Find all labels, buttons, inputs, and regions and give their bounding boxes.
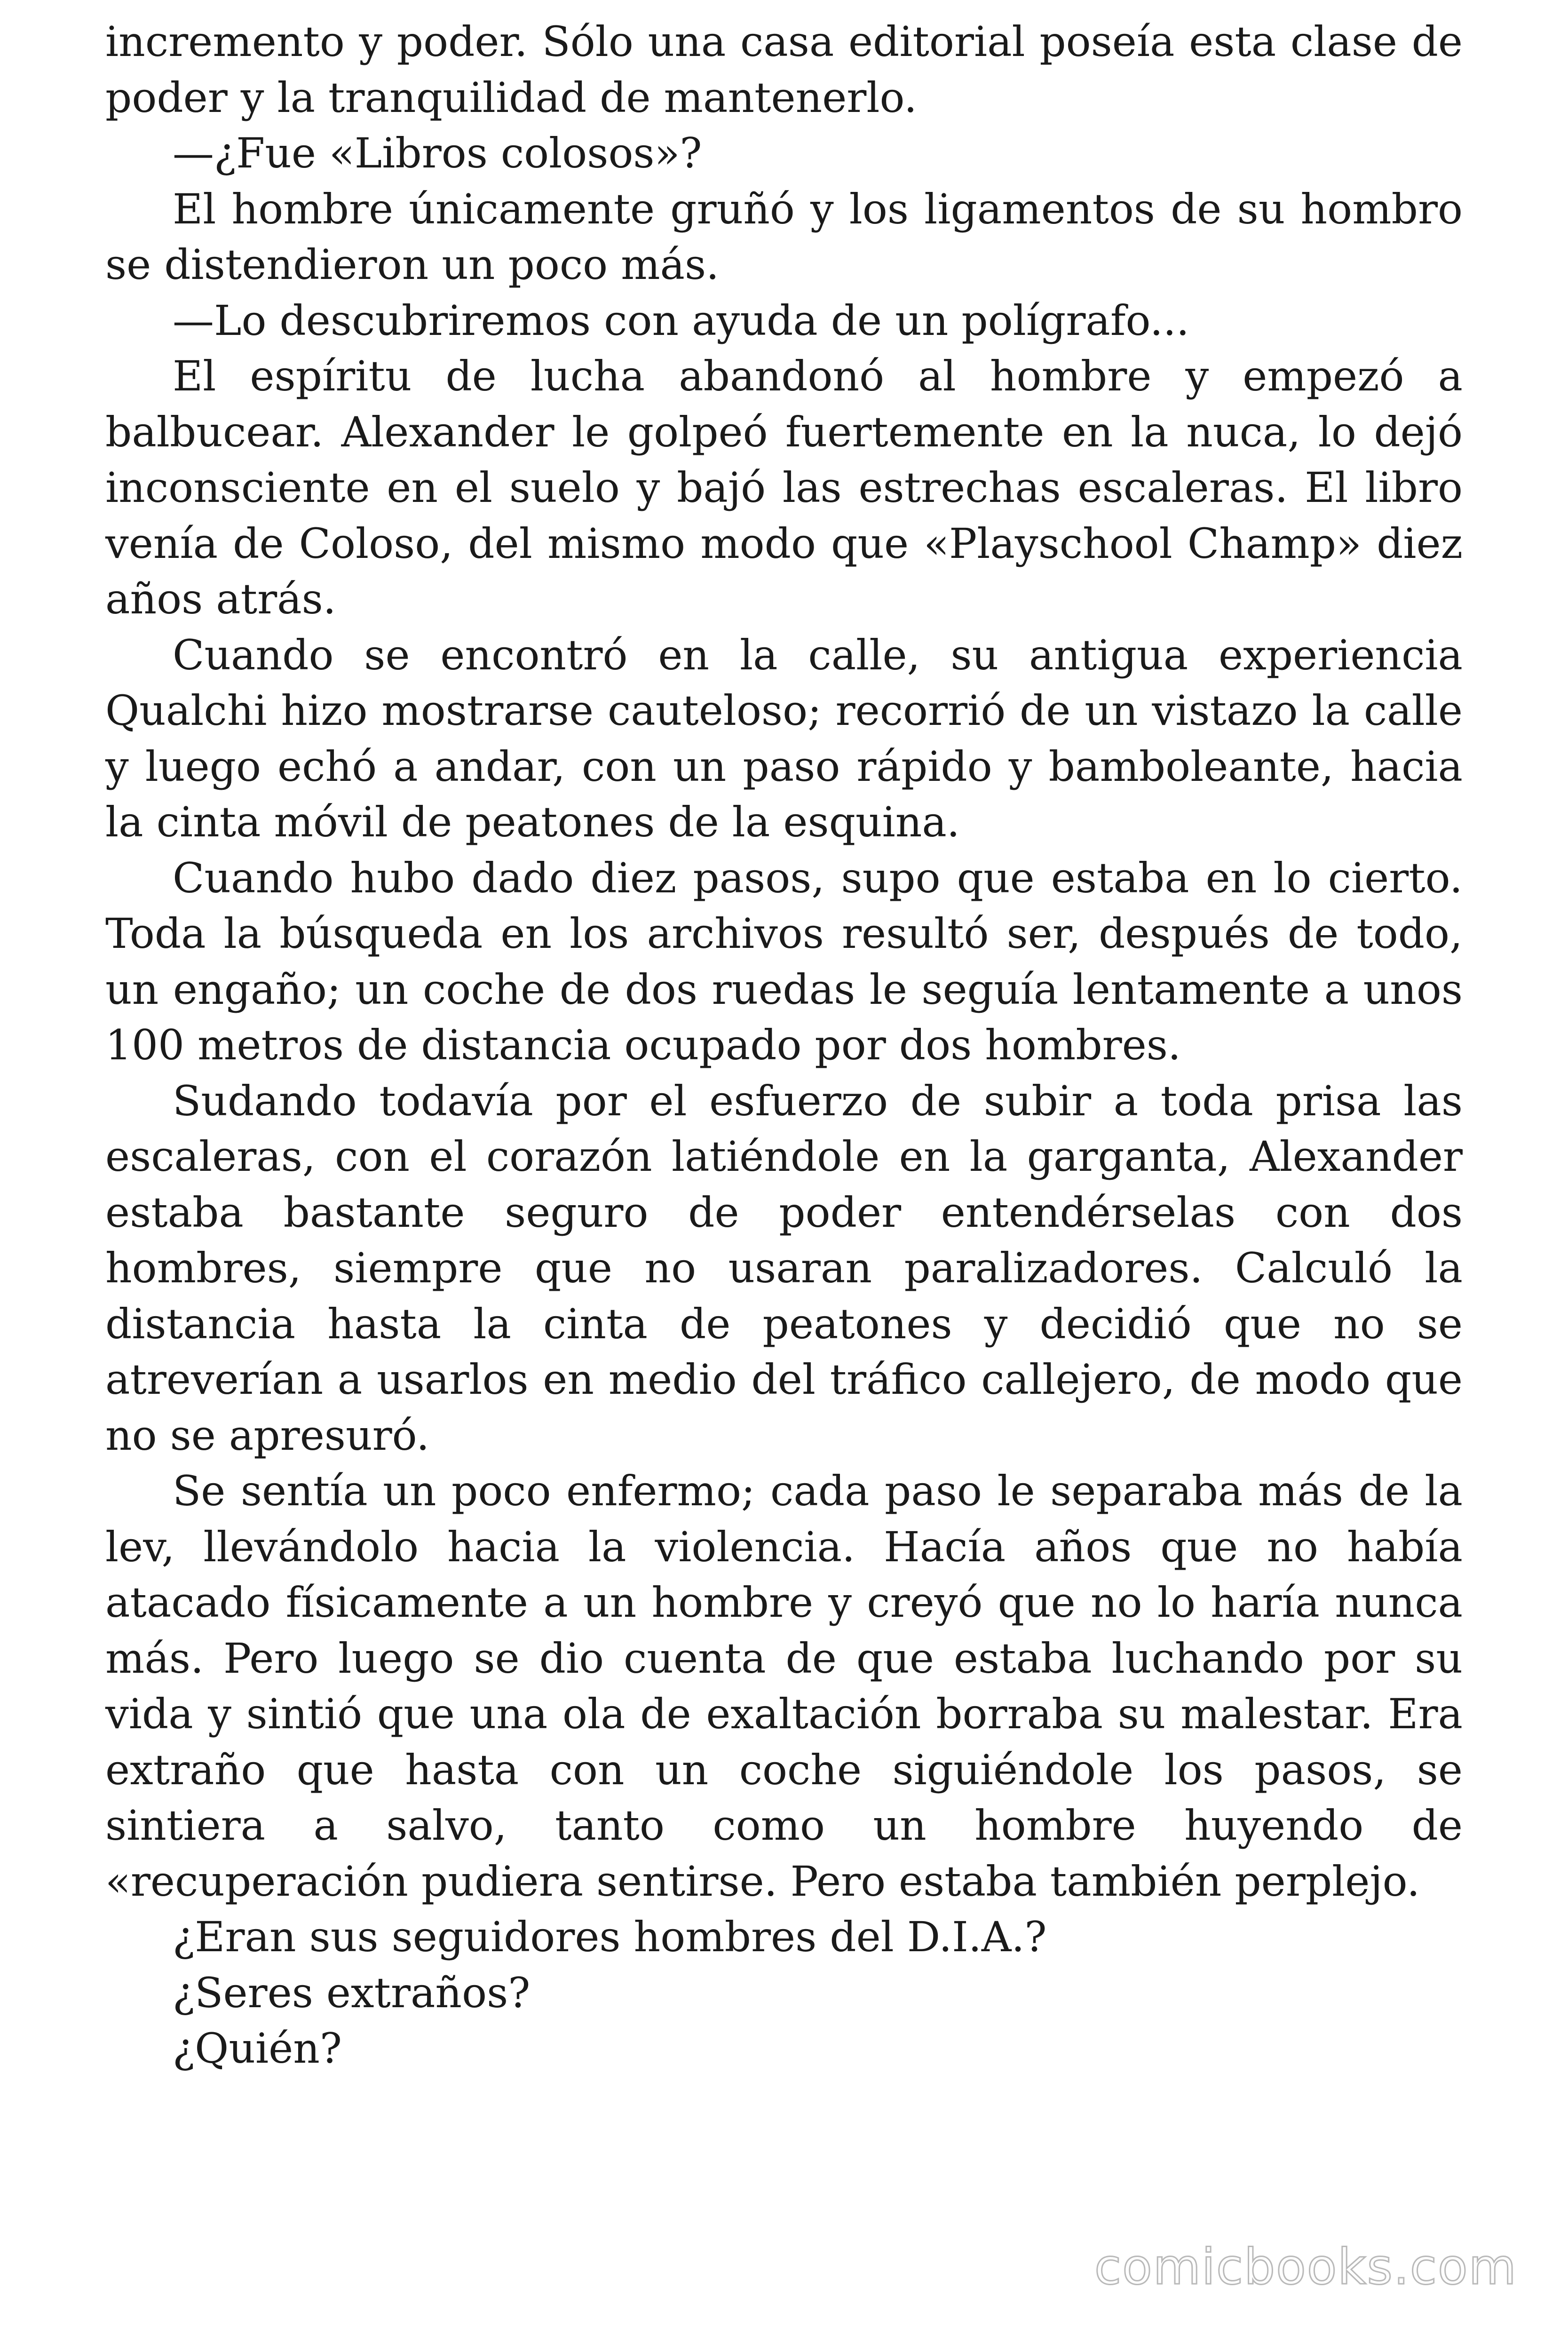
paragraph-question: ¿Seres extraños? <box>173 1968 531 2017</box>
paragraph: Se sentía un poco enfermo; cada paso le separaba más de la lev, llevándolo hacia la violencia. Hacía años que no había atacado físicamente a un hombre y creyó que no lo haría nunca más. Pero luego se dio cuenta de que estaba luchando por su vida y sintió que una ola de exaltación borraba su malestar. Era extraño que hasta con un coche siguiéndole los pasos, se sintiera a salvo, tanto como un hombre huyendo de «recuperación pudiera sentirse. Pero estaba también perplejo. <box>105 1467 1463 1906</box>
paragraph: Sudando todavía por el esfuerzo de subir a toda prisa las escaleras, con el corazón latiéndole en la garganta, Alexander estaba bastante seguro de poder entendérselas con dos hombres, siempre que no usaran paralizadores. Calculó la distancia hasta la cinta de peatones y decidió que no se atreverían a usarlos en medio del tráfico callejero, de modo que no se apresuró. <box>105 1076 1463 1460</box>
paragraph-question: ¿Eran sus seguidores hombres del D.I.A.? <box>173 1913 1047 1961</box>
paragraph-question: ¿Quién? <box>173 2024 342 2073</box>
paragraph: Cuando se encontró en la calle, su antigua experiencia Qualchi hizo mostrarse cauteloso; recorrió de un vistazo la calle y luego echó a andar, con un paso rápido y bamboleante, hacia la cinta móvil de peatones de la esquina. <box>105 630 1463 846</box>
paragraph: El hombre únicamente gruñó y los ligamentos de su hombro se distendieron un poco más. <box>105 184 1463 289</box>
paragraph-continuation: incremento y poder. Sólo una casa editorial poseía esta clase de poder y la tranquilidad de mantenerlo. <box>105 17 1463 122</box>
body-text <box>105 14 1463 2077</box>
paragraph: El espíritu de lucha abandonó al hombre y empezó a balbucear. Alexander le golpeó fuertemente en la nuca, lo dejó inconsciente en el suelo y bajó las estrechas escaleras. El libro venía de Coloso, del mismo modo que «Playschool Champ» diez años atrás. <box>105 352 1463 623</box>
paragraph: Cuando hubo dado diez pasos, supo que estaba en lo cierto. Toda la búsqueda en los archivos resultó ser, después de todo, un engaño; un coche de dos ruedas le seguía lentamente a unos 100 metros de distancia ocupado por dos hombres. <box>105 853 1463 1069</box>
paragraph-dialogue: —¿Fue «Libros colosos»? <box>173 129 702 177</box>
paragraph-dialogue: —Lo descubriremos con ayuda de un polígrafo... <box>173 296 1189 345</box>
watermark-logo: comicbooks.com <box>1094 2238 1517 2296</box>
